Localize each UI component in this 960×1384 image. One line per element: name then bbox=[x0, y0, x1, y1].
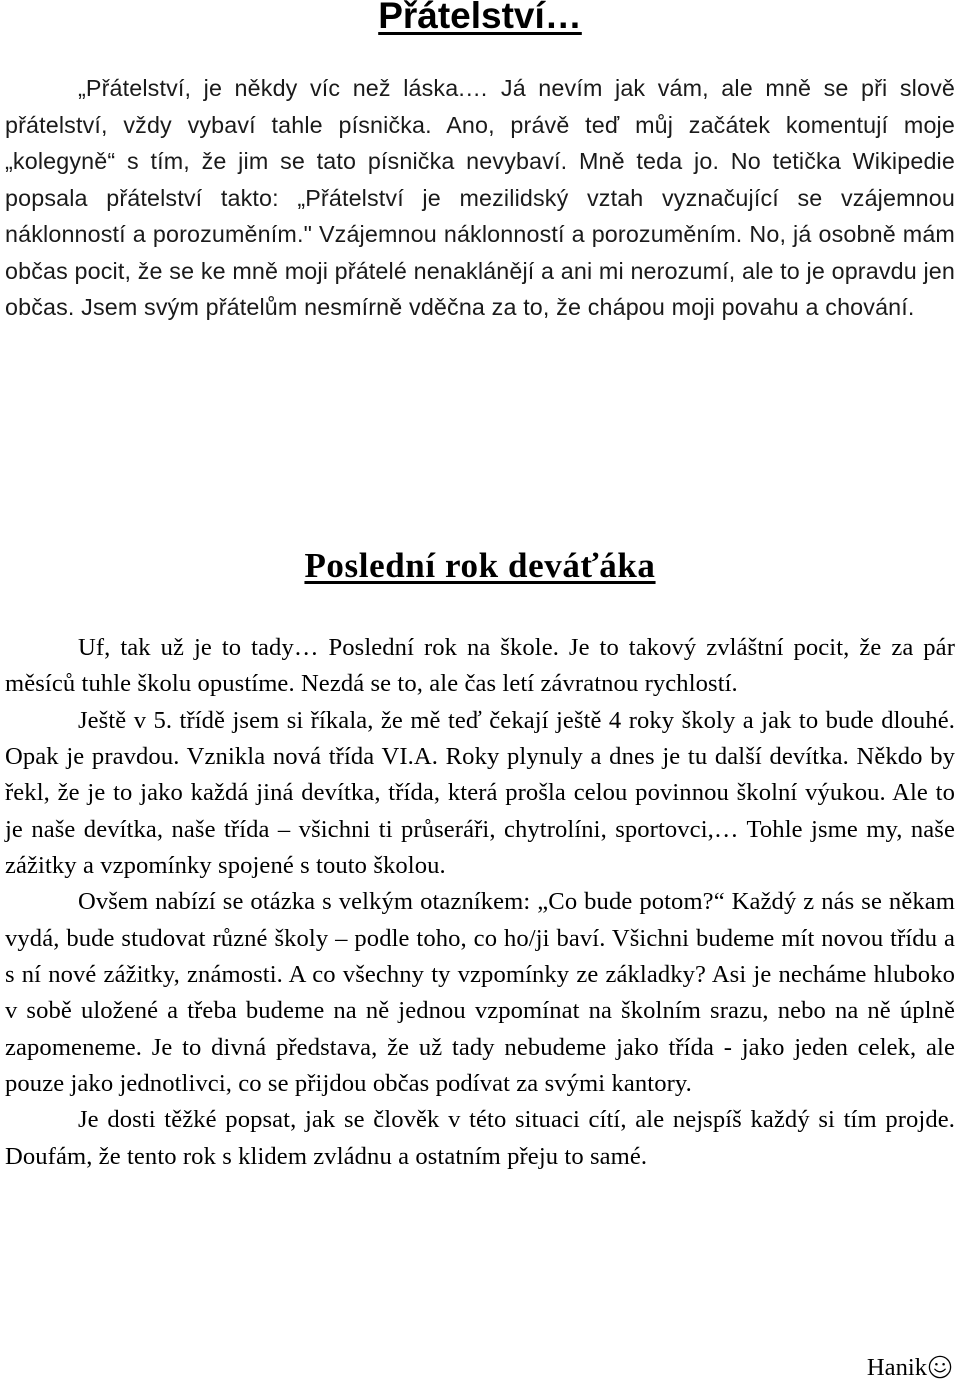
smiley-icon bbox=[928, 1355, 952, 1379]
signature-name: Hanik bbox=[866, 1354, 927, 1381]
article-title-friendship: Přátelství… bbox=[378, 0, 582, 36]
author-signature bbox=[867, 1352, 952, 1384]
paragraph: Uf, tak už je to tady… Poslední rok na škole. Je to takový zvláštní pocit, že za pár měsíců tuhle školu opustíme. Nezdá se to, ale čas letí závratnou rychlostí. bbox=[5, 634, 955, 698]
paragraph: Je dosti těžké popsat, jak se člověk v této situaci cítí, ale nejspíš každý si tím projde. Doufám, že tento rok s klidem zvládnu a ostatním přeju to samé. bbox=[5, 1106, 955, 1170]
article-body-friendship bbox=[5, 70, 955, 326]
paragraph: Ještě v 5. třídě jsem si říkala, že mě teď čekají ještě 4 roky školy a jak to bude dlouhé. Opak je pravdou. Vznikla nová třída VI.A. Roky plynuly a dnes je tu další devítka. Někdo by řekl, že je to jako každá jiná devítka, třída, která prošla celou povinnou školní výukou. Ale to je naše devítka, naše třída – všichni ti průseráři, chytrolíni, sportovci,… Tohle jsme my, naše zážitky a vzpomínky spojené s touto školou. bbox=[5, 706, 955, 880]
article-body-last-year bbox=[5, 630, 955, 1175]
article-title-last-year: Poslední rok deváťáka bbox=[304, 546, 656, 585]
paragraph: „Přátelství, je někdy víc než láska.… Já nevím jak vám, ale mně se při slově přátelství, vždy vybaví tahle písnička. Ano, právě teď můj začátek komentují moje „kolegyně“ s tím, že jim se tato písnička nevybaví. Mně teda jo. No tetička Wikipedie popsala přátelství takto: „Přátelství je mezilidský vztah vyznačující se vzájemnou náklonností a porozuměním." Vzájemnou náklonností a porozuměním. No, já osobně mám občas pocit, že se ke mně moji přátelé nenaklánějí a ani mi nerozumí, ale to je opravdu jen občas. Jsem svým přátelům nesmírně vděčna za to, že chápou moji povahu a chování. bbox=[5, 75, 955, 320]
paragraph: Ovšem nabízí se otázka s velkým otazníkem: „Co bude potom?“ Každý z nás se někam vydá, bude studovat různé školy – podle toho, co ho/ji baví. Všichni budeme mít novou třídu a s ní nové zážitky, známosti. A co všechny ty vzpomínky ze základky? Asi je necháme hluboko v sobě uložené a třeba budeme na ně jednou vzpomínat na školním srazu, nebo na ně úplně zapomeneme. Je to divná představa, že už tady nebudeme jako třída - jako jeden celek, ale pouze jako jednotlivci, co se přijdou občas podívat za svými kantory. bbox=[5, 888, 955, 1098]
